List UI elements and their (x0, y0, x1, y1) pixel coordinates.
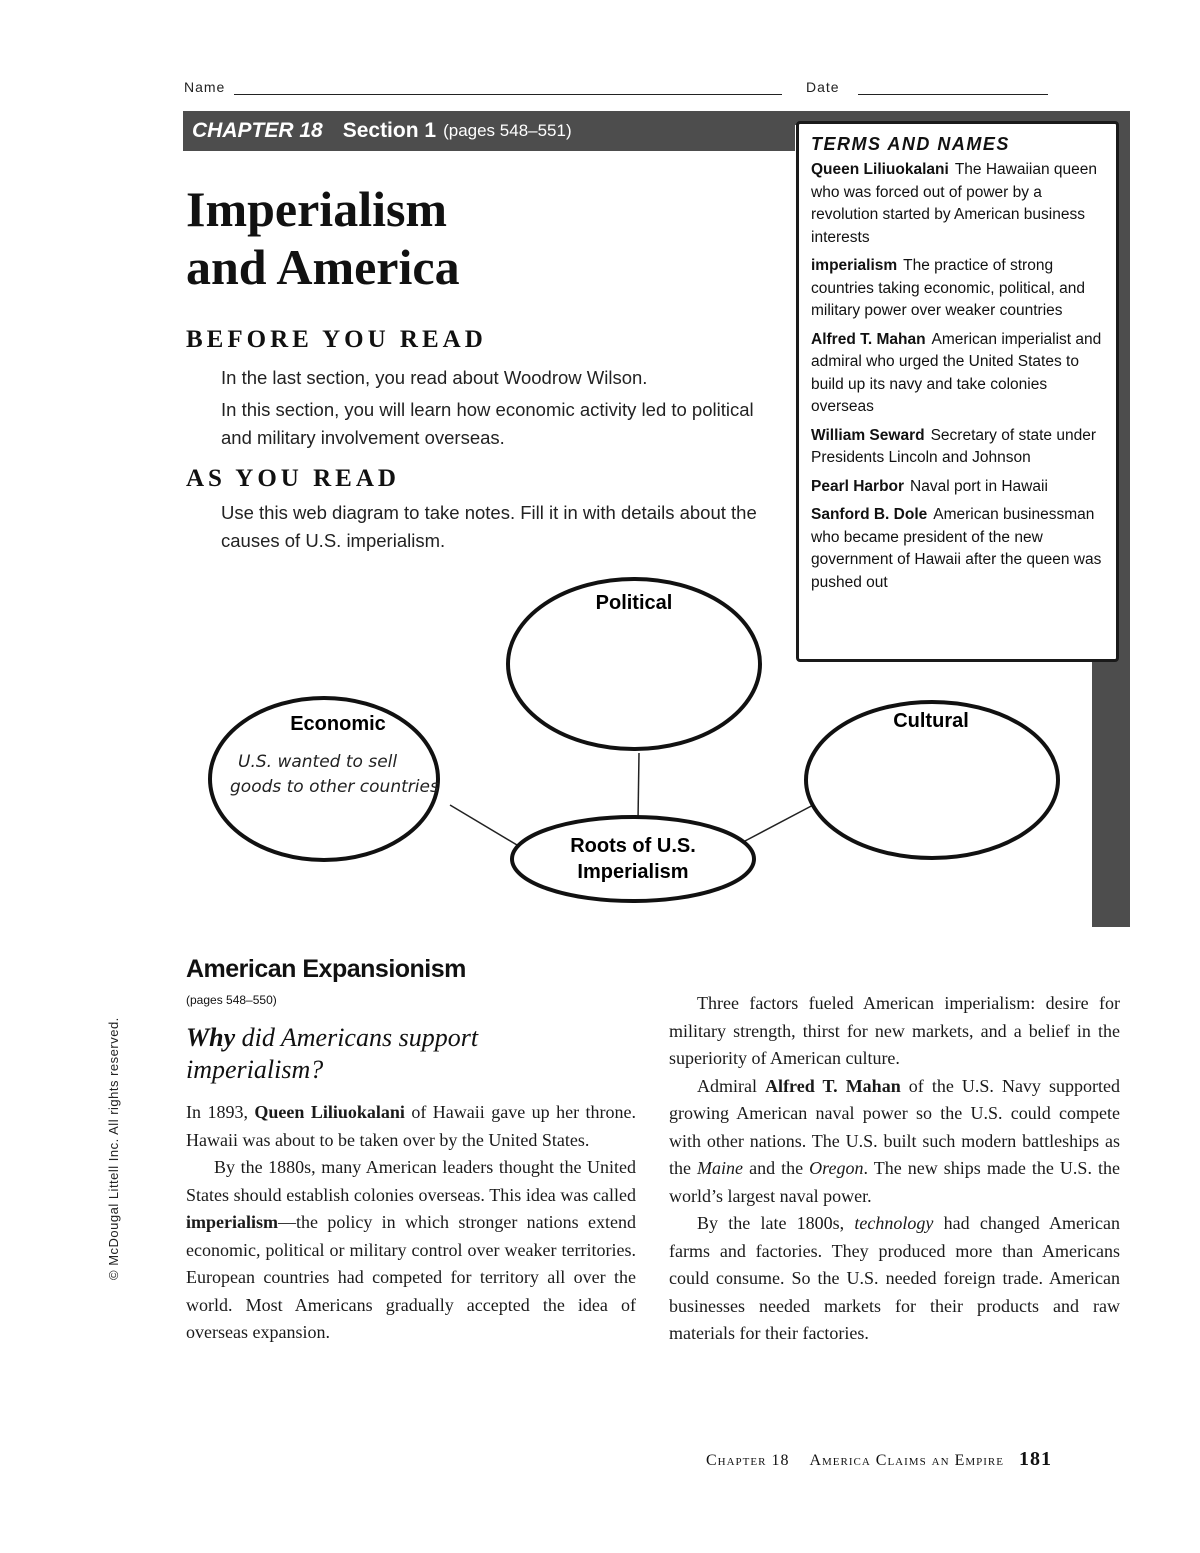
as-you-read-heading: AS YOU READ (186, 465, 400, 492)
paragraph (669, 1210, 1120, 1348)
connector-cultural (745, 803, 817, 841)
term-name: Sanford B. Dole (811, 506, 928, 523)
text-run: —the policy in which stronger nations extend economic, political or military control over weaker territories. European countries had competed for territory all over the world. Most Americans gradually accepted the idea of overseas expansion. (186, 1212, 636, 1342)
paragraph (186, 1154, 636, 1347)
connector-economic (450, 805, 517, 845)
economic-label: Economic (290, 713, 386, 735)
text-run: of Hawaii gave up her throne. Hawaii was about to be taken over by the United States. (186, 1102, 636, 1150)
bold-term: imperialism (186, 1212, 278, 1232)
name-field[interactable] (234, 94, 782, 95)
cultural-label: Cultural (893, 710, 969, 732)
page-title (186, 180, 460, 296)
web-diagram (180, 575, 1070, 905)
as-you-read-text: Use this web diagram to take notes. Fill it in with details about the causes of U.S. imperialism. (221, 502, 757, 551)
term-entry (811, 255, 1106, 323)
text-run: and the (743, 1158, 810, 1178)
guiding-question (186, 1022, 606, 1086)
page-footer (706, 1448, 1052, 1471)
name-label: Name (184, 79, 226, 95)
center-bubble (512, 817, 754, 901)
italic-term: technology (854, 1213, 934, 1233)
before-you-read-line-2: In this section, you will learn how economic activity led to political and military involvement overseas. (221, 399, 754, 448)
question-text: did Americans support imperialism? (186, 1023, 479, 1084)
text-run: By the 1880s, many American leaders thought the United States should establish colonies overseas. This idea was called (186, 1157, 636, 1205)
section-heading: American Expansionism (186, 955, 466, 983)
footer-title: America Claims an Empire (809, 1452, 1004, 1469)
before-you-read-line-1: In the last section, you read about Woodrow Wilson. (221, 367, 648, 388)
bold-term: Alfred T. Mahan (765, 1075, 901, 1096)
term-name: William Seward (811, 426, 925, 444)
page-number: 181 (1018, 1448, 1052, 1470)
paragraph (186, 1099, 636, 1154)
term-definition: American imperialist and admiral who urged the United States to build up its navy and take colonies overseas (811, 330, 1102, 415)
term-entry (811, 329, 1106, 419)
term-definition: American businessman who became president of the new government of Hawaii after the queen was pushed out (811, 506, 1102, 591)
term-definition: Naval port in Hawaii (910, 477, 1048, 495)
term-entry (811, 425, 1106, 470)
section-label: Section 1 (342, 119, 437, 142)
text-run: In 1893, (186, 1102, 255, 1122)
center-label-line-1: Roots of U.S. (570, 835, 696, 857)
term-name: Alfred T. Mahan (811, 330, 926, 348)
title-line-2: and America (186, 239, 460, 295)
term-entry (811, 476, 1106, 499)
term-definition: The practice of strong countries taking economic, political, and military power over weaker countries (811, 257, 1085, 319)
text-run: By the late 1800s, (697, 1213, 855, 1233)
section-heading-pages: (pages 548–550) (186, 993, 277, 1007)
title-line-1: Imperialism (186, 181, 448, 237)
text-run: of the U.S. Navy supported growing American naval power so the U.S. could compete with other nations. The U.S. built such modern battleships as the (669, 1075, 1120, 1178)
text-run: . The new ships made the U.S. the world’s largest naval power. (669, 1158, 1120, 1206)
connector-political (638, 753, 639, 821)
left-column (186, 1099, 636, 1347)
economic-note-line-2: goods to other countries (230, 777, 439, 797)
chapter-label: CHAPTER 18 (192, 119, 323, 142)
term-name: imperialism (811, 257, 898, 274)
italic-term: Oregon (809, 1158, 864, 1178)
term-entry (811, 159, 1106, 249)
term-name: Queen Liliuokalani (811, 161, 949, 178)
before-you-read-heading: BEFORE YOU READ (186, 326, 487, 353)
economic-note-line-1: U.S. wanted to sell (238, 752, 398, 772)
copyright-notice: © McDougal Littell Inc. All rights reserved. (106, 1017, 121, 1280)
date-field[interactable] (858, 94, 1048, 95)
footer-chapter: Chapter 18 (706, 1452, 790, 1469)
paragraph: Three factors fueled American imperialism: desire for military strength, thirst for new markets, and a belief in the superiority of American culture. (669, 993, 1120, 1068)
section-pages: (pages 548–551) (443, 121, 572, 140)
question-why: Why (186, 1023, 236, 1052)
term-definition: The Hawaiian queen who was forced out of power by a revolution started by American business interests (811, 161, 1097, 246)
center-label-line-2: Imperialism (577, 861, 689, 883)
term-name: Pearl Harbor (811, 477, 905, 495)
text-run: Admiral (697, 1075, 766, 1096)
political-label: Political (595, 592, 673, 614)
term-definition: Secretary of state under Presidents Lincoln and Johnson (811, 426, 1096, 466)
chapter-bar (183, 111, 795, 151)
text-run: had changed American farms and factories. They produced more than Americans could consume. So the U.S. needed foreign trade. American businesses needed markets for their products and raw materials for their factories. (669, 1213, 1121, 1343)
bold-term: Queen Liliuokalani (254, 1102, 405, 1122)
date-label: Date (806, 79, 840, 95)
italic-term: Maine (697, 1158, 744, 1178)
right-column (669, 990, 1120, 1348)
terms-title: TERMS AND NAMES (811, 134, 1010, 154)
paragraph (669, 1073, 1120, 1211)
